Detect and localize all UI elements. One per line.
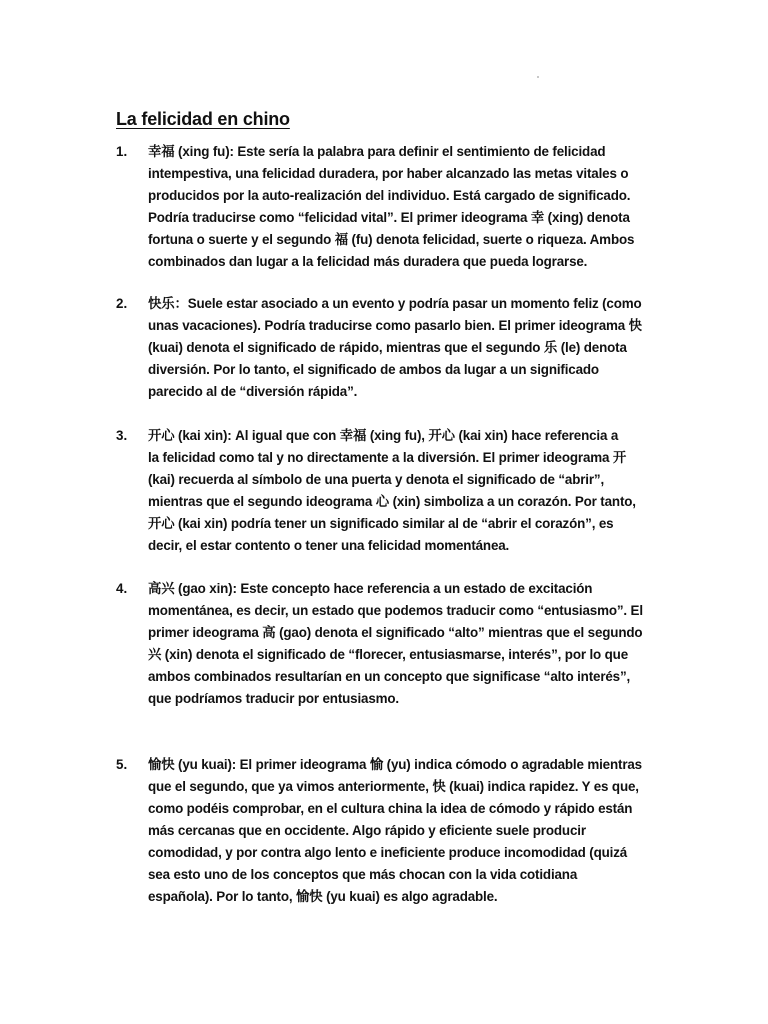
text-line: unas vacaciones). Podría traducirse como pasarlo bien. El primer ideograma 快 (148, 318, 642, 333)
list-item-3 (116, 425, 656, 557)
list-item-2 (116, 293, 656, 403)
text-line: momentánea, es decir, un estado que podemos traducir como “entusiasmo”. El (148, 603, 643, 618)
list-item-text (148, 425, 656, 557)
text-line: decir, el estar contento o tener una felicidad momentánea. (148, 538, 510, 553)
text-line: 开心 (kai xin) podría tener un significado similar al de “abrir el corazón”, es (148, 516, 614, 531)
list-item-text (148, 578, 656, 710)
text-line: producidos por la auto-realización del individuo. Está cargado de significado. (148, 188, 631, 203)
document-title: La felicidad en chino (116, 109, 290, 129)
list-number: 2. (116, 296, 128, 311)
text-line: (kuai) denota el significado de rápido, mientras que el segundo 乐 (le) denota (148, 340, 627, 355)
list-item-5 (116, 754, 656, 908)
text-line: 开心 (kai xin): Al igual que con 幸福 (xing fu), 开心 (kai xin) hace referencia a (148, 428, 619, 443)
list-number: 1. (116, 144, 128, 159)
text-line: 幸福 (xing fu): Este sería la palabra para definir el sentimiento de felicidad (148, 144, 606, 159)
list-number: 4. (116, 581, 128, 596)
list-item-text (148, 293, 656, 403)
text-line: parecido al de “diversión rápida”. (148, 384, 358, 399)
text-line: ambos combinados resultarían en un concepto que significase “alto interés”, (148, 669, 631, 684)
text-line: 愉快 (yu kuai): El primer ideograma 愉 (yu) indica cómodo o agradable mientras (148, 757, 642, 772)
list-number: 3. (116, 428, 128, 443)
text-line: fortuna o suerte y el segundo 福 (fu) denota felicidad, suerte o riqueza. Ambos (148, 232, 635, 247)
text-line: 快乐：Suele estar asociado a un evento y podría pasar un momento feliz (como (148, 296, 642, 311)
text-line: diversión. Por lo tanto, el significado de ambos da lugar a un significado (148, 362, 599, 377)
text-line: (kai) recuerda al símbolo de una puerta y denota el significado de “abrir”, (148, 472, 605, 487)
text-line: mientras que el segundo ideograma 心 (xin) simboliza a un corazón. Por tanto, (148, 494, 636, 509)
text-line: 高兴 (gao xin): Este concepto hace referencia a un estado de excitación (148, 581, 593, 596)
list-item-1 (116, 141, 656, 273)
text-line: más cercanas que en occidente. Algo rápido y eficiente suele producir (148, 823, 586, 838)
list-item-text (148, 754, 656, 908)
list-number: 5. (116, 757, 128, 772)
text-line: como podéis comprobar, en el cultura china la idea de cómodo y rápido están (148, 801, 633, 816)
list-item-4 (116, 578, 656, 710)
text-line: que el segundo, que ya vimos anteriormente, 快 (kuai) indica rapidez. Y es que, (148, 779, 639, 794)
text-line: primer ideograma 高 (gao) denota el significado “alto” mientras que el segundo (148, 625, 643, 640)
text-line: que podríamos traducir por entusiasmo. (148, 691, 399, 706)
text-line: comodidad, y por contra algo lento e ineficiente produce incomodidad (quizá (148, 845, 628, 860)
text-line: española). Por lo tanto, 愉快 (yu kuai) es algo agradable. (148, 889, 498, 904)
text-line: Podría traducirse como “felicidad vital”. El primer ideograma 幸 (xing) denota (148, 210, 630, 225)
text-line: la felicidad como tal y no directamente a la diversión. El primer ideograma 开 (148, 450, 627, 465)
text-line: combinados dan lugar a la felicidad más duradera que pueda lograrse. (148, 254, 588, 269)
text-line: 兴 (xin) denota el significado de “florecer, entusiasmarse, interés”, por lo que (148, 647, 629, 662)
text-line: sea esto uno de los conceptos que más chocan con la vida cotidiana (148, 867, 578, 882)
list-item-text (148, 141, 656, 273)
page-speck (537, 76, 539, 78)
text-line: intempestiva, una felicidad duradera, por haber alcanzado las metas vitales o (148, 166, 629, 181)
